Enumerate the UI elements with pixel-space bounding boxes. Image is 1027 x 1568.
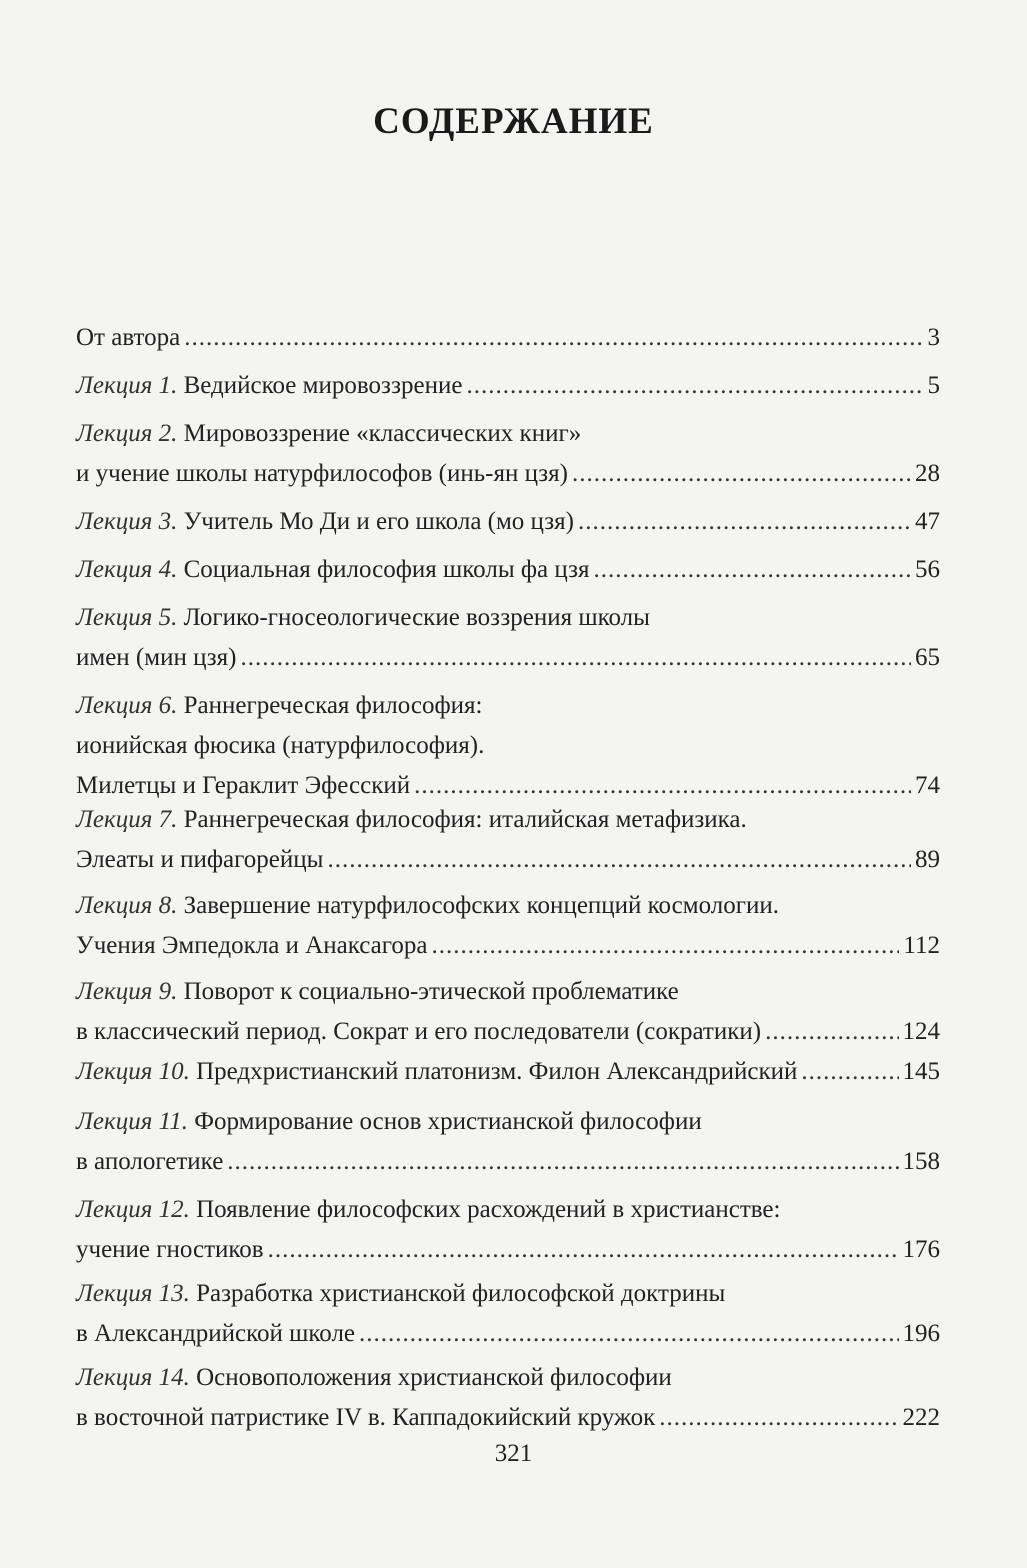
toc-entry [76, 972, 940, 1052]
page-number: 65 [915, 644, 940, 671]
entry-title-continued: в апологетике [76, 1148, 224, 1175]
dot-leader [431, 926, 899, 966]
page-number: 3 [927, 324, 940, 351]
page-number: 176 [902, 1236, 940, 1263]
toc-entry [76, 1358, 940, 1438]
entry-title-continued: в восточной патристике IV в. Каппадокийский кружок [76, 1404, 656, 1431]
toc-entry [76, 502, 940, 542]
page-number: 28 [915, 460, 940, 487]
entry-title: Раннегреческая философия: италийская метафизика. [177, 806, 747, 833]
dot-leader [801, 1052, 898, 1092]
toc-line [76, 886, 940, 926]
toc-line [76, 926, 940, 966]
toc-line [76, 414, 940, 454]
page-number: 47 [915, 508, 940, 535]
entry-title: Основоположения христианской философии [189, 1364, 672, 1391]
lecture-label: Лекция 14. [76, 1364, 190, 1391]
entry-title-continued: Милетцы и Гераклит Эфесский [76, 772, 411, 799]
lecture-label: Лекция 5. [76, 604, 178, 631]
entry-title-continued: ионийская фюсика (натурфилософия). [76, 732, 485, 759]
toc-line [76, 1314, 940, 1354]
dot-leader [359, 1314, 898, 1354]
entry-title: Поворот к социально-этической проблематике [177, 978, 679, 1005]
toc-line [76, 1052, 940, 1092]
toc-line [76, 550, 940, 590]
toc-line [76, 1190, 940, 1230]
lecture-label: Лекция 2. [76, 420, 178, 447]
dot-leader [240, 638, 911, 678]
toc-entry [76, 598, 940, 678]
toc-entry [76, 366, 940, 406]
entry-title-continued: в Александрийской школе [76, 1320, 356, 1347]
entry-title: Формирование основ христианской философии [188, 1108, 702, 1135]
toc-entry [76, 1190, 940, 1270]
page-number: 124 [902, 1018, 940, 1045]
entry-title: Предхристианский платонизм. Филон Александрийский [189, 1058, 798, 1085]
toc-entry [76, 318, 940, 358]
dot-leader [659, 1398, 898, 1438]
toc-entry [76, 1274, 940, 1354]
toc-entry [76, 1102, 940, 1182]
toc-line [76, 726, 940, 766]
lecture-label: Лекция 3. [76, 508, 178, 535]
toc-line [76, 1398, 940, 1438]
entry-title: Мировоззрение «классических книг» [177, 420, 582, 447]
page-number: 74 [915, 772, 940, 799]
dot-leader [327, 840, 911, 880]
page-title: СОДЕРЖАНИЕ [373, 101, 654, 142]
entry-title: Появление философских расхождений в христианстве: [189, 1196, 781, 1223]
toc-line [76, 1012, 940, 1052]
lecture-label: Лекция 4. [76, 556, 178, 583]
toc-entry [76, 414, 940, 494]
toc-line [76, 1230, 940, 1270]
toc-line [76, 318, 940, 358]
entry-title: Учитель Мо Ди и его школа (мо цзя) [177, 508, 574, 535]
toc-entry [76, 886, 940, 966]
lecture-label: Лекция 13. [76, 1280, 190, 1307]
toc-entry [76, 550, 940, 590]
dot-leader [466, 366, 923, 406]
page-number: 158 [902, 1148, 940, 1175]
entry-title: От автора [76, 324, 181, 351]
lecture-label: Лекция 12. [76, 1196, 190, 1223]
toc-line [76, 454, 940, 494]
lecture-label: Лекция 10. [76, 1058, 190, 1085]
entry-title: Ведийское мировоззрение [177, 372, 463, 399]
page-number: 145 [902, 1058, 940, 1085]
toc-line [76, 1102, 940, 1142]
toc-line [76, 972, 940, 1012]
entry-title-continued: в классический период. Сократ и его последователи (сократики) [76, 1018, 762, 1045]
page-folio-number: 321 [494, 1440, 533, 1467]
dot-leader [578, 502, 911, 542]
lecture-label: Лекция 6. [76, 692, 178, 719]
lecture-label: Лекция 9. [76, 978, 178, 1005]
page-number: 222 [902, 1404, 940, 1431]
lecture-label: Лекция 7. [76, 806, 178, 833]
dot-leader [268, 1230, 899, 1270]
entry-title: Завершение натурфилософских концепций космологии. [177, 892, 780, 919]
lecture-label: Лекция 1. [76, 372, 178, 399]
toc-line [76, 800, 940, 840]
entry-title-continued: и учение школы натурфилософов (инь-ян цзя) [76, 460, 568, 487]
toc-line [76, 598, 940, 638]
dot-leader [593, 550, 911, 590]
entry-title: Раннегреческая философия: [177, 692, 483, 719]
entry-title: Логико-гносеологические воззрения школы [177, 604, 650, 631]
entry-title-continued: учение гностиков [76, 1236, 264, 1263]
lecture-label: Лекция 11. [76, 1108, 188, 1135]
entry-title-continued: Элеаты и пифагорейцы [76, 846, 324, 873]
toc-entry [76, 686, 940, 806]
dot-leader [184, 318, 923, 358]
toc-line [76, 366, 940, 406]
dot-leader [572, 454, 911, 494]
toc-entry [76, 800, 940, 880]
entry-title-continued: имен (мин цзя) [76, 644, 237, 671]
toc-line [76, 686, 940, 726]
page-number: 89 [915, 846, 940, 873]
page-number: 196 [902, 1320, 940, 1347]
toc-entry [76, 1052, 940, 1092]
entry-title: Социальная философия школы фа цзя [177, 556, 590, 583]
page-number: 56 [915, 556, 940, 583]
toc-line [76, 638, 940, 678]
dot-leader [765, 1012, 898, 1052]
lecture-label: Лекция 8. [76, 892, 178, 919]
toc-line [76, 502, 940, 542]
toc-line [76, 1274, 940, 1314]
entry-title-continued: Учения Эмпедокла и Анаксагора [76, 932, 428, 959]
page-number: 112 [903, 932, 940, 959]
toc-line [76, 840, 940, 880]
toc-line [76, 1142, 940, 1182]
dot-leader [227, 1142, 898, 1182]
page-number: 5 [927, 372, 940, 399]
entry-title: Разработка христианской философской доктрины [189, 1280, 726, 1307]
toc-line [76, 1358, 940, 1398]
